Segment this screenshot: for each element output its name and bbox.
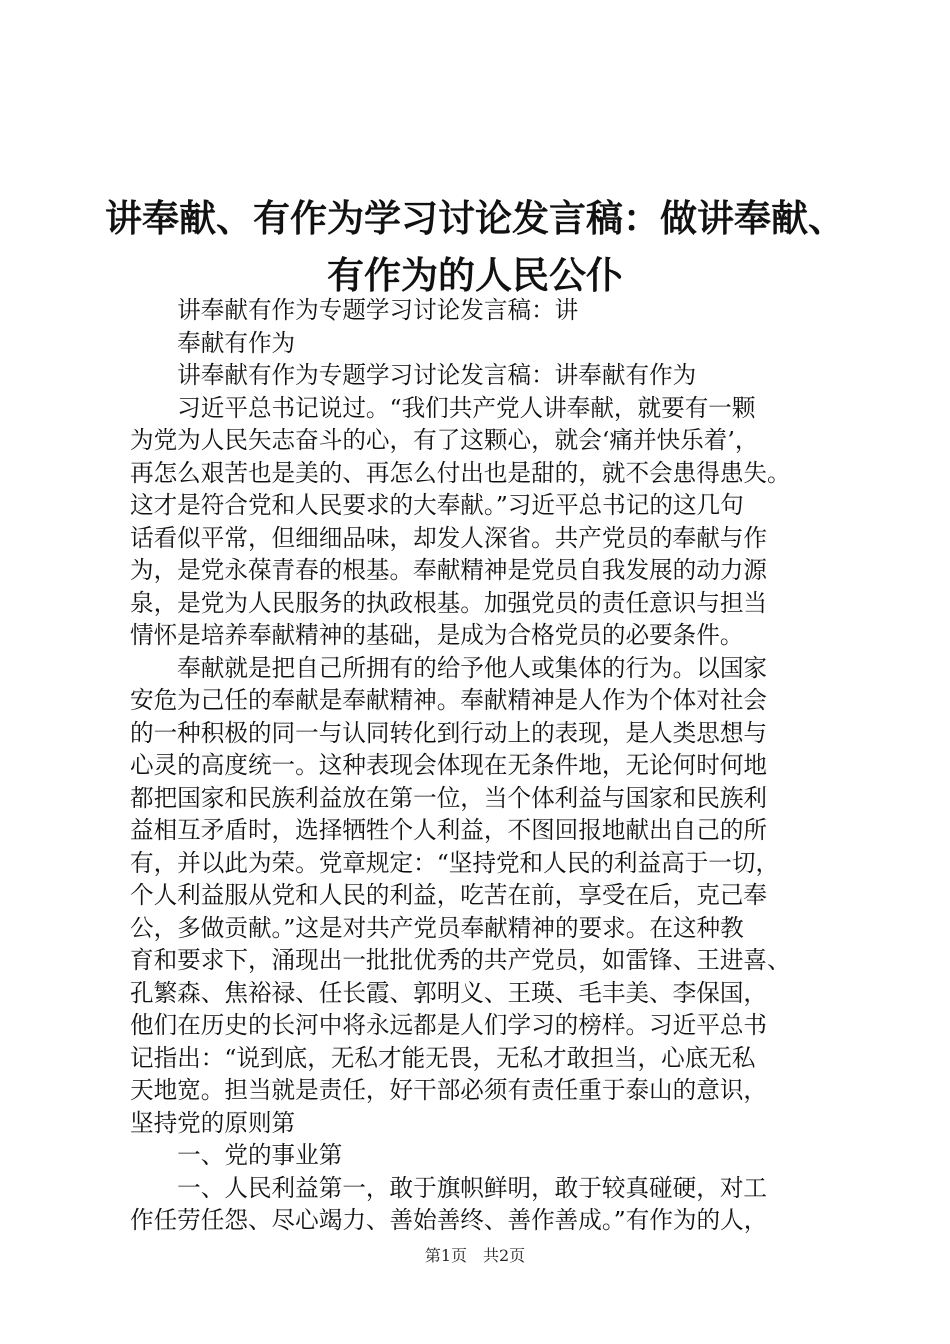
text-line: 心灵的高度统一。这种表现会体现在无条件地，无论何时何地	[130, 751, 768, 779]
text-line: 话看似平常，但细细品味，却发人深省。共产党员的奉献与作	[130, 523, 768, 552]
text-line: 一、党的事业第	[130, 1141, 343, 1169]
text-line: 泉，是党为人民服务的执政根基。加强党员的责任意识与担当	[130, 588, 768, 617]
text-line: 一、人民利益第一，敢于旗帜鲜明，敢于较真碰硬，对工	[130, 1173, 768, 1202]
text-line: 再怎么艰苦也是美的、再怎么付出也是甜的，就不会患得患失。	[130, 458, 791, 487]
text-line: 都把国家和民族利益放在第一位，当个体利益与国家和民族利	[130, 783, 768, 812]
text-line: 的一种积极的同一与认同转化到行动上的表现，是人类思想与	[130, 718, 768, 747]
text-line: 为党为人民矢志奋斗的心，有了这颗心，就会‘痛并快乐着’，	[130, 426, 759, 454]
body-text	[130, 294, 830, 1237]
text-line: 情怀是培养奉献精神的基础，是成为合格党员的必要条件。	[130, 621, 744, 649]
text-line: 坚持党的原则第	[130, 1108, 296, 1137]
text-line: 作任劳任怨、尽心竭力、善始善终、善作善成。”有作为的人，	[130, 1206, 768, 1234]
title-line-2: 有作为的人民公仆	[327, 253, 623, 297]
text-line: 公，多做贡献。”这是对共产党员奉献精神的要求。在这种教	[130, 913, 744, 942]
text-line: 讲奉献有作为专题学习讨论发言稿：讲	[130, 296, 579, 324]
text-line: 安危为己任的奉献是奉献精神。奉献精神是人作为个体对社会	[130, 686, 768, 714]
text-line: 习近平总书记说过。“我们共产党人讲奉献，就要有一颗	[130, 393, 756, 422]
title-line-1: 讲奉献、有作为学习讨论发言稿：做讲奉献、	[105, 196, 845, 240]
text-line: 个人利益服从党和人民的利益，吃苦在前，享受在后，克己奉	[130, 881, 768, 909]
page-footer: 第1页 共2页	[424, 1246, 526, 1265]
text-line: 孔繁森、焦裕禄、任长霞、郭明义、王瑛、毛丰美、李保国，	[130, 978, 768, 1007]
text-line: 奉献就是把自己所拥有的给予他人或集体的行为。以国家	[130, 653, 768, 682]
text-line: 他们在历史的长河中将永远都是人们学习的榜样。习近平总书	[130, 1011, 768, 1039]
text-line: 这才是符合党和人民要求的大奉献。”习近平总书记的这几句	[130, 491, 744, 519]
text-line: 育和要求下，涌现出一批批优秀的共产党员，如雷锋、王进喜、	[130, 946, 791, 974]
text-line: 记指出：“说到底，无私才能无畏，无私才敢担当，心底无私	[130, 1043, 756, 1072]
text-line: 讲奉献有作为专题学习讨论发言稿：讲奉献有作为	[130, 361, 697, 389]
text-line: 益相互矛盾时，选择牺牲个人利益，不图回报地献出自己的所	[130, 816, 768, 844]
text-line: 天地宽。担当就是责任，好干部必须有责任重于泰山的意识，	[130, 1076, 768, 1104]
text-line: 为，是党永葆青春的根基。奉献精神是党员自我发展的动力源	[130, 556, 768, 584]
text-line: 有，并以此为荣。党章规定：“坚持党和人民的利益高于一切，	[130, 848, 780, 877]
text-line: 奉献有作为	[130, 328, 296, 357]
